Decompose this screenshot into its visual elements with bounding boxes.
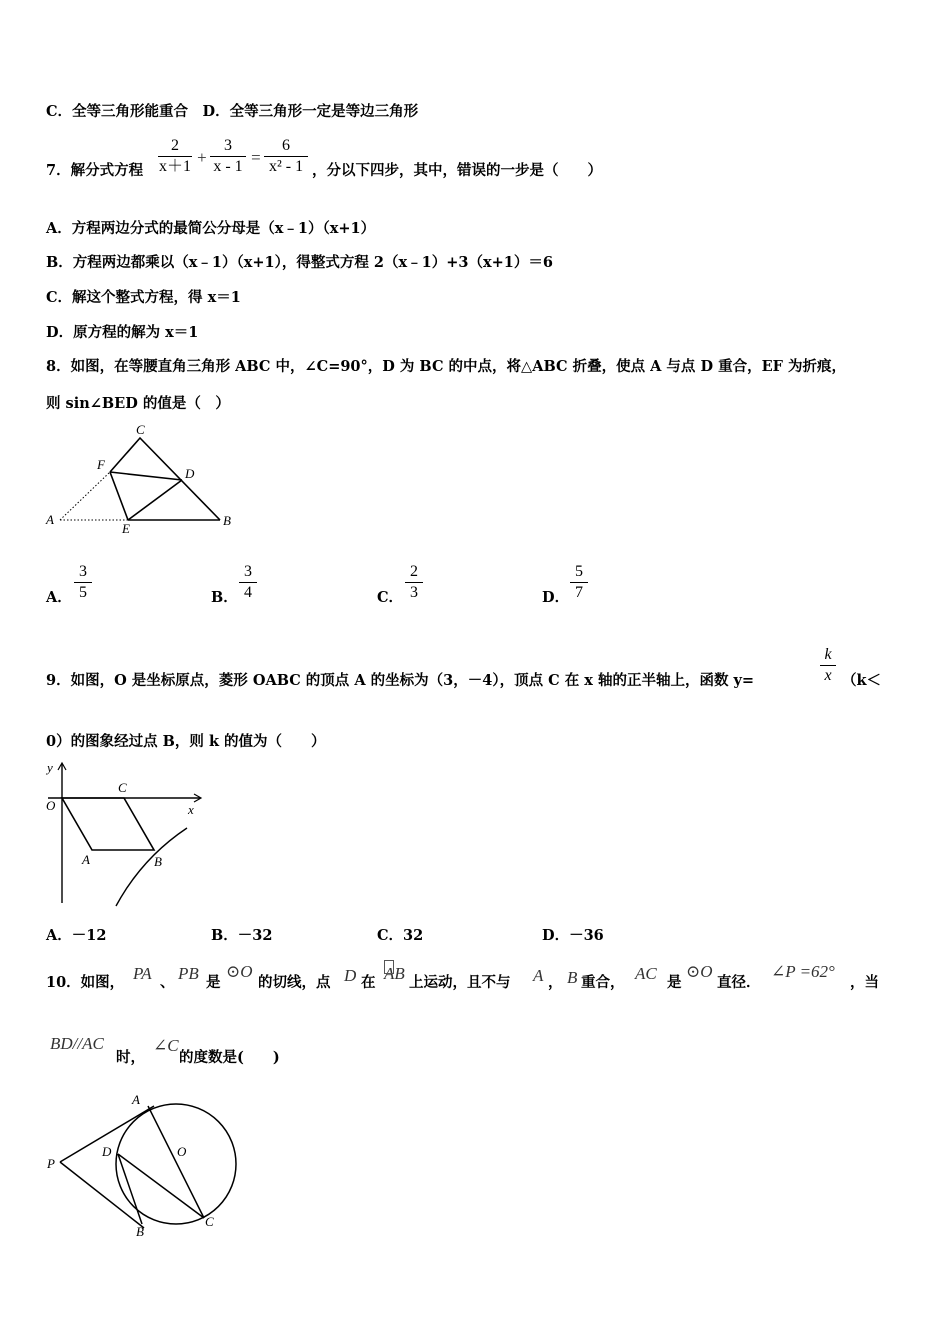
q9-label-o: O — [46, 798, 56, 813]
q10-text-5: 在 — [361, 974, 376, 991]
q6-options-cd: C．全等三角形能重合 D．全等三角形一定是等边三角形 — [46, 103, 419, 120]
q9-hyperbola — [116, 828, 187, 906]
q9-question-line2: 0）的图象经过点 B，则 k 的值为（ ） — [46, 733, 326, 750]
q7-option-b: B．方程两边都乘以（x﹣1）（x+1），得整式方程 2（x﹣1）+3（x+1）＝6 — [46, 254, 553, 271]
q7-frac-3: 6 x² - 1 — [264, 137, 308, 176]
q9-label-a: A — [82, 852, 90, 867]
q9-option-a: A．－12 — [46, 927, 107, 944]
q10-text-13: 的度数是( ) — [179, 1049, 280, 1066]
q10-math-circle-o-2: ⊙O — [686, 962, 713, 981]
q10-text-2: 、 — [160, 974, 175, 991]
q10-math-circle-o-1: ⊙O — [226, 962, 253, 981]
q9-label-c: C — [118, 780, 127, 795]
q8-question-line2: 则 sin∠BED 的值是（ ） — [46, 395, 230, 412]
q9-figure — [42, 758, 204, 910]
q7-option-d: D．原方程的解为 x＝1 — [46, 324, 199, 341]
q8-option-c-frac: 2 3 — [405, 563, 423, 602]
q10-figure — [40, 1088, 250, 1238]
q7-frac-2: 3 x - 1 — [210, 137, 246, 176]
q10-text-9: 是 — [667, 974, 682, 991]
q9-label-x: x — [188, 802, 194, 817]
q8-label-a: A — [46, 512, 54, 527]
q8-option-a-frac: 3 5 — [74, 563, 92, 602]
q10-math-angle-p: ∠P =62° — [771, 962, 835, 981]
q10-text-8: 重合， — [581, 974, 625, 991]
q10-label-p: P — [47, 1156, 55, 1171]
q10-label-o: O — [177, 1144, 187, 1159]
q9-function-frac: k x — [820, 646, 836, 685]
q10-text-12: 时， — [116, 1049, 145, 1066]
q8-label-e: E — [122, 521, 130, 536]
q9-question-line1: 9．如图，O 是坐标原点，菱形 OABC 的顶点 A 的坐标为（3，－4），顶点 C 在 x 轴的正半轴上，函数 y= — [46, 672, 755, 689]
q10-math-pb: PB — [178, 964, 199, 983]
q7-frac-1: 2 x＋1 — [158, 137, 191, 175]
q10-line-dc — [118, 1154, 204, 1218]
q10-text-10: 直径． — [717, 974, 761, 991]
q9-option-c: C．32 — [377, 927, 424, 944]
q7-plus: + — [196, 148, 208, 167]
q8-figure — [40, 420, 240, 540]
q8-line-fcb — [110, 438, 220, 520]
q10-label-c: C — [205, 1214, 214, 1229]
q7-option-a: A．方程两边分式的最简公分母是（x﹣1）（x+1） — [46, 220, 376, 237]
q8-question-line1: 8．如图，在等腰直角三角形 ABC 中，∠C=90°，D 为 BC 的中点，将△ABC 折叠，使点 A 与点 D 重合，EF 为折痕， — [46, 358, 846, 375]
q10-text-7: ， — [548, 974, 563, 991]
q9-option-b: B．－32 — [211, 927, 273, 944]
q10-line-ac — [148, 1106, 204, 1218]
q10-text-3: 是 — [206, 974, 221, 991]
q10-math-arc-ab: AB — [384, 964, 405, 983]
q8-line-af-dotted — [60, 472, 110, 520]
q8-option-a-label: A． — [46, 589, 72, 606]
q7-option-c: C．解这个整式方程，得 x＝1 — [46, 289, 241, 306]
q7-suffix: ，分以下四步，其中，错误的一步是（ ） — [312, 162, 602, 179]
q10-text-6: 上运动，且不与 — [409, 974, 511, 991]
q7-equals: = — [250, 148, 262, 167]
q8-line-fd — [110, 472, 182, 480]
q8-label-f: F — [97, 457, 105, 472]
q10-math-bd-parallel-ac: BD//AC — [50, 1034, 104, 1053]
q8-option-b-label: B． — [211, 589, 238, 606]
q10-text-11: ，当 — [850, 974, 879, 991]
q9-rhombus — [62, 798, 154, 850]
q9-label-y: y — [47, 760, 53, 775]
q10-label-b: B — [136, 1224, 144, 1238]
q8-label-c: C — [136, 422, 145, 437]
q8-line-ef — [110, 472, 128, 520]
q10-math-a: A — [533, 966, 544, 985]
q8-option-b-frac: 3 4 — [239, 563, 257, 602]
q9-question-line1-tail: （k＜ — [842, 672, 882, 689]
q10-math-b: B — [567, 968, 578, 987]
q8-option-d-label: D． — [542, 589, 570, 606]
q10-arc-symbol — [384, 960, 394, 974]
q10-label-a: A — [132, 1092, 140, 1107]
q10-math-pa: PA — [133, 964, 152, 983]
q8-line-ed — [128, 480, 182, 520]
q10-label-d: D — [102, 1144, 112, 1159]
q10-text-4: 的切线，点 — [258, 974, 331, 991]
q7-prefix: 7．解分式方程 — [46, 162, 144, 179]
q10-circle — [116, 1104, 236, 1224]
q8-label-b: B — [223, 513, 231, 528]
q9-label-b: B — [154, 854, 162, 869]
q10-math-angle-c: ∠C — [153, 1036, 179, 1055]
q10-math-d: D — [344, 966, 357, 985]
q9-option-d: D．－36 — [542, 927, 604, 944]
q8-option-d-frac: 5 7 — [570, 563, 588, 602]
q8-label-d: D — [185, 466, 195, 481]
q10-text-1: 10．如图， — [46, 974, 125, 991]
q8-option-c-label: C． — [377, 589, 404, 606]
q10-math-ac: AC — [635, 964, 657, 983]
